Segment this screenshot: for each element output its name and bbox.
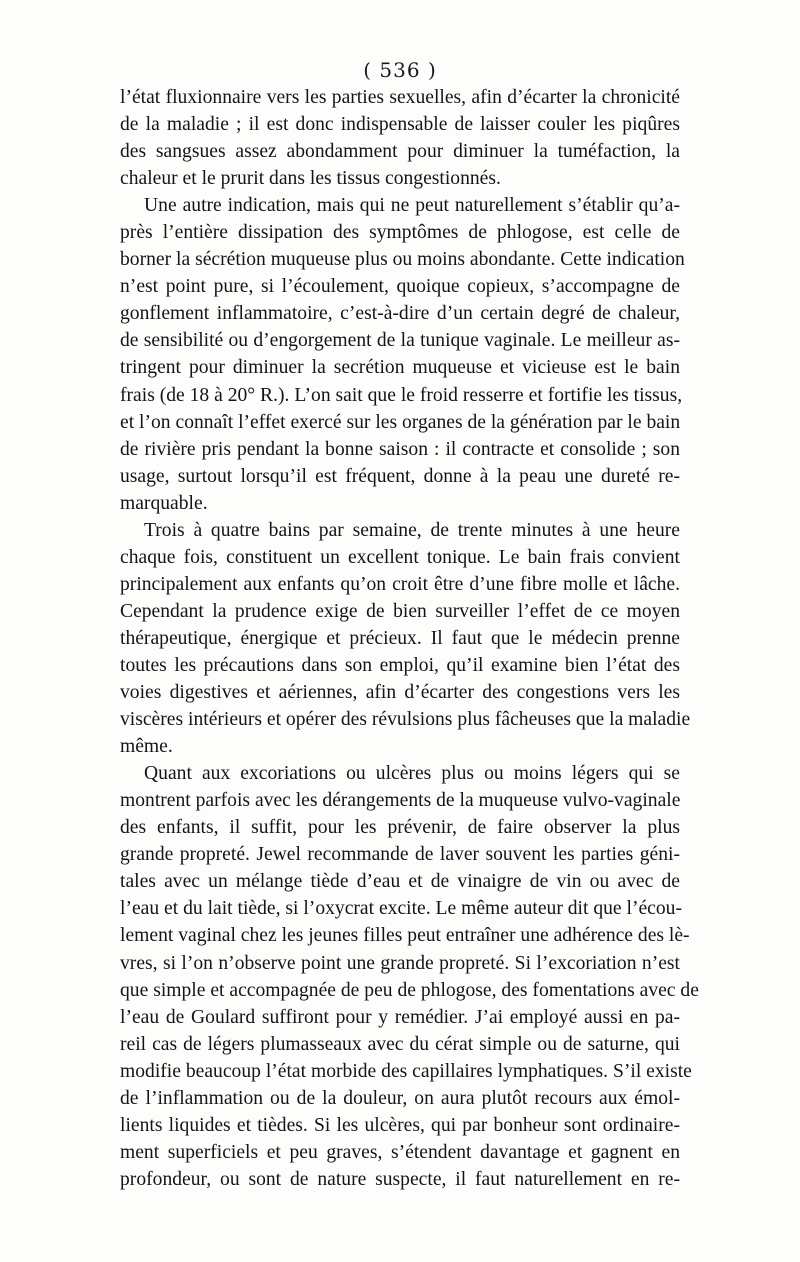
- text-line: tales avec un mélange tiède d’eau et de vinaigre de vin ou avec de: [120, 871, 680, 893]
- text-line: principalement aux enfants qu’on croit être d’une fibre molle et lâche.: [120, 573, 680, 595]
- text-line: modifie beaucoup l’état morbide des capillaires lymphatiques. S’il existe: [120, 1060, 692, 1082]
- text-line: près l’entière dissipation des symptômes de phlogose, est celle de: [120, 222, 680, 244]
- text-line: de la maladie ; il est donc indispensable de laisser couler les piqûres: [120, 114, 680, 136]
- text-line: toutes les précautions dans son emploi, qu’il examine bien l’état des: [120, 654, 680, 676]
- text-line: vres, si l’on n’observe point une grande propreté. Si l’excoriation n’est: [120, 952, 680, 974]
- text-line: usage, surtout lorsqu’il est fréquent, donne à la peau une dureté re-: [120, 465, 680, 487]
- text-line: chaque fois, constituent un excellent tonique. Le bain frais convient: [120, 546, 680, 568]
- text-line: grande propreté. Jewel recommande de laver souvent les parties géni-: [120, 844, 680, 866]
- body-text: [120, 84, 699, 1193]
- text-line: borner la sécrétion muqueuse plus ou moins abondante. Cette indication: [120, 249, 685, 271]
- page-number: ( 536 ): [363, 58, 437, 82]
- text-line: profondeur, ou sont de nature suspecte, il faut naturellement en re-: [120, 1168, 680, 1190]
- text-line: de sensibilité ou d’engorgement de la tunique vaginale. Le meilleur as-: [120, 330, 680, 352]
- text-line: et l’on connaît l’effet exercé sur les organes de la génération par le bain: [120, 411, 681, 433]
- text-line: lement vaginal chez les jeunes filles peut entraîner une adhérence des lè-: [120, 925, 690, 947]
- text-line: ment superficiels et peu graves, s’étendent davantage et gagnent en: [120, 1141, 680, 1163]
- text-line: Cependant la prudence exige de bien surveiller l’effet de ce moyen: [120, 600, 680, 622]
- text-line: des sangsues assez abondamment pour diminuer la tuméfaction, la: [120, 141, 680, 163]
- text-line: Une autre indication, mais qui ne peut naturellement s’établir qu’a-: [144, 195, 680, 217]
- text-line: thérapeutique, énergique et précieux. Il faut que le médecin prenne: [120, 627, 680, 649]
- text-line: reil cas de légers plumasseaux avec du cérat simple ou de saturne, qui: [120, 1033, 680, 1055]
- text-line: l’état fluxionnaire vers les parties sexuelles, afin d’écarter la chronicité: [120, 87, 680, 108]
- text-line: Trois à quatre bains par semaine, de trente minutes à une heure: [144, 519, 680, 541]
- text-line: lients liquides et tièdes. Si les ulcères, qui par bonheur sont ordinaire-: [120, 1114, 680, 1136]
- text-line: chaleur et le prurit dans les tissus congestionnés.: [120, 168, 501, 190]
- text-line: voies digestives et aériennes, afin d’écarter des congestions vers les: [120, 682, 680, 704]
- text-line: marquable.: [120, 492, 208, 514]
- text-line: frais (de 18 à 20° R.). L’on sait que le froid resserre et fortifie les tissus,: [120, 384, 683, 406]
- text-line: viscères intérieurs et opérer des révulsions plus fâcheuses que la maladie: [120, 709, 691, 731]
- text-line: de rivière pris pendant la bonne saison : il contracte et consolide ; son: [120, 438, 680, 460]
- text-line: que simple et accompagnée de peu de phlogose, des fomentations avec de: [120, 979, 699, 1001]
- text-line: n’est point pure, si l’écoulement, quoique copieux, s’accompagne de: [120, 276, 680, 298]
- text-line: l’eau de Goulard suffiront pour y remédier. J’ai employé aussi en pa-: [120, 1006, 680, 1028]
- text-line: tringent pour diminuer la secrétion muqueuse et vicieuse est le bain: [120, 357, 680, 379]
- text-line: des enfants, il suffit, pour les prévenir, de faire observer la plus: [120, 817, 680, 839]
- text-line: montrent parfois avec les dérangements de la muqueuse vulvo-vaginale: [120, 790, 681, 812]
- text-line: Quant aux excoriations ou ulcères plus ou moins légers qui se: [144, 763, 680, 785]
- text-line: l’eau et du lait tiède, si l’oxycrat excite. Le même auteur dit que l’écou-: [120, 898, 682, 920]
- text-line: gonflement inflammatoire, c’est-à-dire d’un certain degré de chaleur,: [120, 303, 680, 325]
- text-line: même.: [120, 736, 173, 758]
- text-line: de l’inflammation ou de la douleur, on aura plutôt recours aux émol-: [120, 1087, 680, 1109]
